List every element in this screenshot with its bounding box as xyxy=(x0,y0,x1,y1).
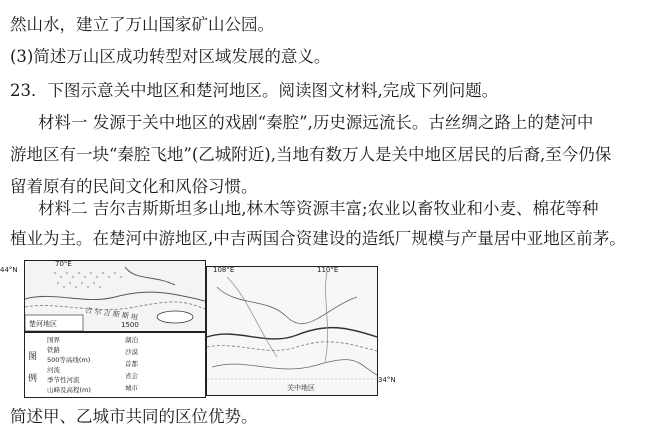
map-legend xyxy=(24,332,206,398)
map-figure xyxy=(0,260,494,400)
material-two-line-2: 植业为主。在楚河中游地区,中吉两国合资建设的造纸厂规模与产量居中亚地区前茅。 xyxy=(10,229,626,248)
material-one-line-1: 材料一 发源于关中地区的戏剧“秦腔”,历史源远流长。古丝绸之路上的楚河中 xyxy=(38,113,594,132)
map-chu-river-region xyxy=(24,260,206,332)
legend-item-capital: 首都 xyxy=(125,360,138,368)
material-one-line-3: 留着原有的民间文化和风俗习惯。 xyxy=(10,177,258,196)
legend-item-border: 国界 xyxy=(47,336,60,344)
guanzhong-map-drawing xyxy=(207,267,377,395)
region-label-chu: 楚河地区 xyxy=(29,320,57,328)
lat-label-34n: 34°N xyxy=(378,376,396,384)
lat-label-44n: 44°N xyxy=(0,266,18,274)
lon-label-110e: 110°E xyxy=(317,266,339,274)
lon-label-70e: 70°E xyxy=(55,260,72,268)
legend-item-peak: 山峰及高程(m) xyxy=(47,386,91,394)
legend-item-desert: 沙漠 xyxy=(125,348,138,356)
region-label-guanzhong: 关中地区 xyxy=(287,384,315,392)
final-question: 简述甲、乙城市共同的区位优势。 xyxy=(10,407,258,426)
legend-item-river: 河流 xyxy=(47,366,60,374)
legend-item-city: 城市 xyxy=(125,384,138,392)
material-one-line-2: 游地区有一块“秦腔飞地”(乙城附近),当地有数万人是关中地区居民的后裔,至今仍保 xyxy=(10,145,612,164)
country-label-kyrgyzstan: 吉 尔 吉 斯 斯 坦 xyxy=(84,306,139,322)
question-23-heading: 23．下图示意关中地区和楚河地区。阅读图文材料,完成下列问题。 xyxy=(10,81,499,100)
legend-item-railway: 铁路 xyxy=(47,346,60,354)
legend-side-label-1: 图 xyxy=(28,352,38,362)
legend-item-provincial-capital: 省会 xyxy=(125,372,138,380)
legend-side-label-2: 例 xyxy=(28,374,38,384)
legend-item-contour: 500等高线(m) xyxy=(47,356,91,364)
map-guanzhong-region xyxy=(206,266,378,396)
legend-item-lake: 湖泊 xyxy=(125,336,138,344)
lon-label-108e: 108°E xyxy=(213,266,235,274)
legend-item-seasonal-river: 季节性河流 xyxy=(47,376,80,384)
question-3: (3)简述万山区成功转型对区域发展的意义。 xyxy=(10,47,331,66)
material-two-line-1: 材料二 吉尔吉斯斯坦多山地,林木等资源丰富;农业以畜牧业和小麦、棉花等种 xyxy=(38,199,599,218)
text-line-1: 然山水，建立了万山国家矿山公园。 xyxy=(10,15,274,34)
elev-label: 1500 xyxy=(121,321,139,329)
